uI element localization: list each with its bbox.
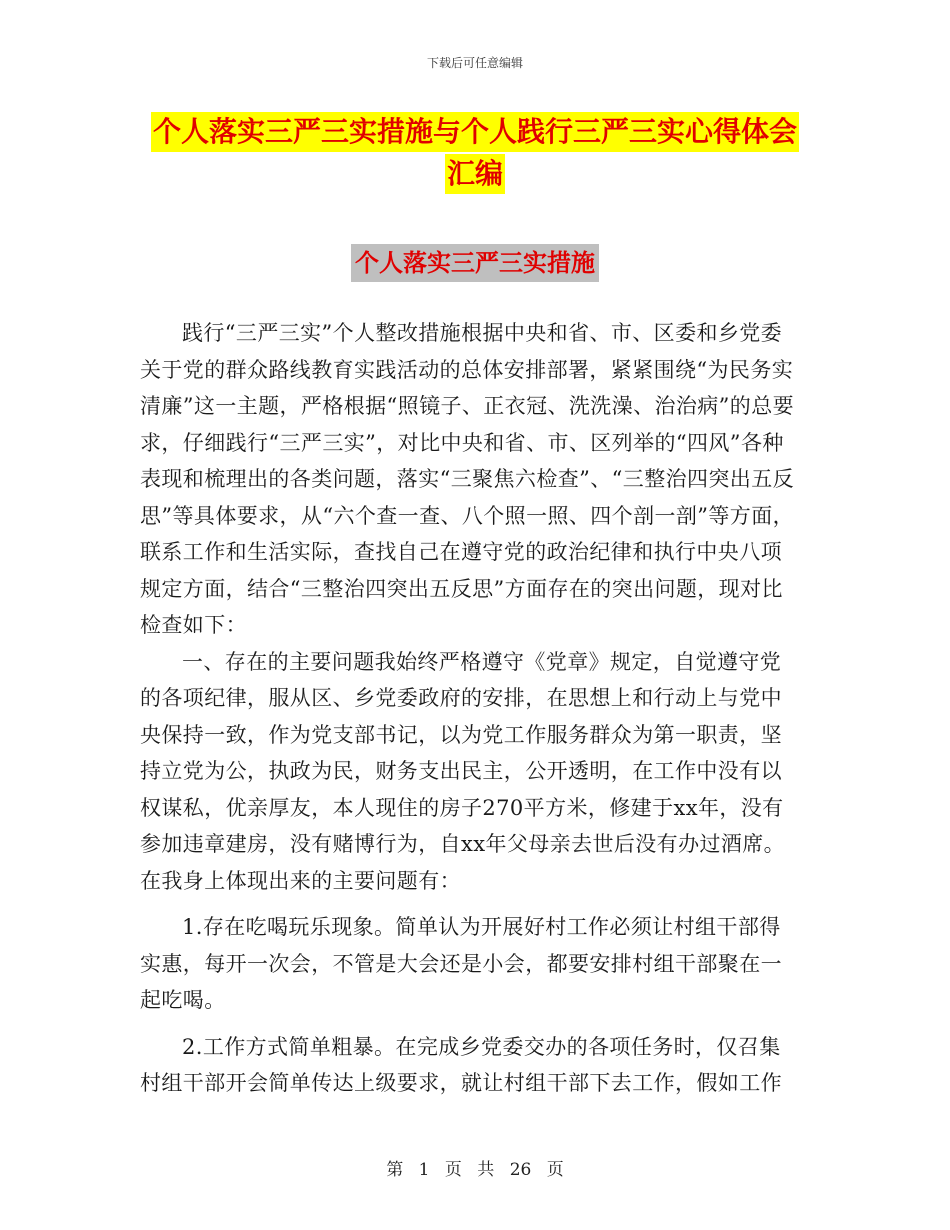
paragraph-item-2: 2.工作方式简单粗暴。在完成乡党委交办的各项任务时，仅召集村组干部开会简单传达上级要求，就让村组干部下去工作，假如工作 (140, 1034, 782, 1095)
section-heading-wrap (0, 244, 950, 282)
paragraph-item-1: 1.存在吃喝玩乐现象。简单认为开展好村工作必须让村组干部得实惠，每开一次会，不管是大会还是小会，都要安排村组干部聚在一起吃喝。 (140, 915, 782, 1012)
section-heading: 个人落实三严三实措施 (351, 244, 599, 282)
page-footer: 第 1 页 共 26 页 (386, 1160, 564, 1180)
paragraph-intro: 践行“三严三实”个人整改措施根据中央和省、市、区委和乡党委关于党的群众路线教育实践活动的总体安排部署，紧紧围绕“为民务实清廉”这一主题，严格根据“照镜子、正衣冠、洗洗澡、治治病”的总要求，仔细践行“三严三实”，对比中央和省、市、区列举的“四风”各种表现和梳理出的各类问题，落实“三聚焦六检查”、“三整治四突出五反思”等具体要求，从“六个查一查、八个照一照、四个剖一剖”等方面，联系工作和生活实际，查找自己在遵守党的政治纪律和执行中央八项规定方面，结合“三整治四突出五反思”方面存在的突出问题，现对比检查如下： (140, 321, 795, 637)
paragraph-main-problems: 一、存在的主要问题我始终严格遵守《党章》规定，自觉遵守党的各项纪律，服从区、乡党委政府的安排，在思想上和行动上与党中央保持一致，作为党支部书记，以为党工作服务群众为第一职责，坚持立党为公，执政为民，财务支出民主，公开透明，在工作中没有以权谋私，优亲厚友，本人现住的房子270平方米，修建于xx年，没有参加违章建房，没有赌博行为，自xx年父母亲去世后没有办过酒席。在我身上体现出来的主要问题有： (140, 649, 786, 893)
page-header: 下载后可任意编辑 (426, 56, 523, 70)
document-title (140, 112, 810, 194)
title-line-2: 汇编 (445, 154, 505, 194)
title-line-1: 个人落实三严三实措施与个人践行三严三实心得体会 (151, 112, 799, 152)
document-body (140, 315, 800, 1102)
